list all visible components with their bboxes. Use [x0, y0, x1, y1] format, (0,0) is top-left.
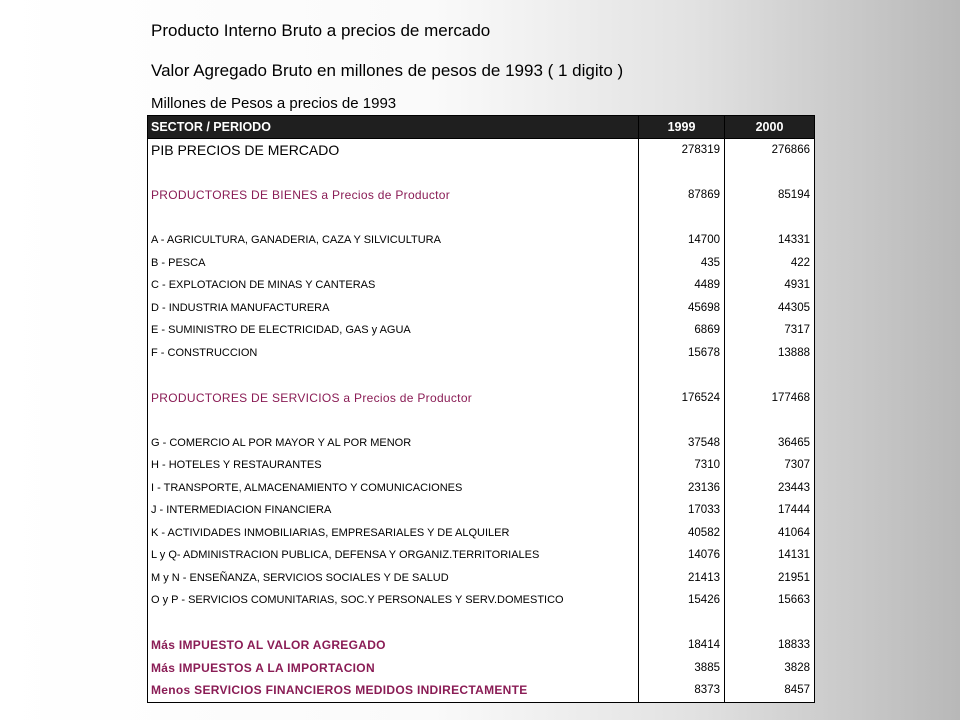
value-2000: 21951 — [778, 571, 810, 584]
table-spacer-row — [148, 364, 814, 387]
table-row — [148, 679, 814, 702]
spacer-cell — [639, 612, 725, 635]
value-1999: 3885 — [639, 657, 725, 680]
value-1999: 23136 — [639, 477, 725, 500]
value-1999: 7310 — [639, 454, 725, 477]
sector-label: M y N - ENSEÑANZA, SERVICIOS SOCIALES Y DE SALUD — [148, 567, 639, 590]
sector-label: I - TRANSPORTE, ALMACENAMIENTO Y COMUNICACIONES — [148, 477, 639, 500]
table-row — [148, 387, 814, 410]
table-row — [148, 229, 814, 252]
spacer-cell — [148, 612, 639, 635]
sector-label: PIB PRECIOS DE MERCADO — [148, 139, 639, 162]
table-row — [148, 297, 814, 320]
value-2000: 7307 — [784, 459, 810, 471]
sector-label: Más IMPUESTO AL VALOR AGREGADO — [148, 634, 639, 657]
value-1999: 40582 — [639, 522, 725, 545]
spacer-cell — [725, 364, 814, 387]
value-2000: 15663 — [778, 594, 810, 606]
table-spacer-row — [148, 207, 814, 230]
table-row — [148, 454, 814, 477]
value-2000: 422 — [790, 256, 810, 269]
value-2000: 14131 — [778, 549, 810, 561]
sector-label: E - SUMINISTRO DE ELECTRICIDAD, GAS y AGUA — [148, 319, 639, 342]
value-2000: 14331 — [778, 234, 810, 246]
table-row — [148, 184, 814, 207]
sector-label: PRODUCTORES DE BIENES a Precios de Productor — [148, 184, 639, 207]
value-2000: 85194 — [778, 189, 810, 201]
table-row — [148, 499, 814, 522]
sector-label: Más IMPUESTOS A LA IMPORTACION — [148, 657, 639, 680]
sector-label: Menos SERVICIOS FINANCIEROS MEDIDOS INDIRECTAMENTE — [148, 679, 639, 702]
page-subtitle: Valor Agregado Bruto en millones de pesos de 1993 ( 1 digito ) — [151, 61, 624, 80]
value-2000: 23443 — [778, 481, 810, 494]
spacer-cell — [639, 162, 725, 185]
value-2000: 18833 — [778, 639, 810, 651]
spacer-cell — [148, 162, 639, 185]
value-2000: 3828 — [784, 661, 810, 674]
table-row — [148, 544, 814, 567]
spacer-cell — [148, 207, 639, 230]
table-row — [148, 522, 814, 545]
sector-label: C - EXPLOTACION DE MINAS Y CANTERAS — [148, 274, 639, 297]
value-1999: 15426 — [639, 589, 725, 612]
value-1999: 21413 — [639, 567, 725, 590]
value-1999: 18414 — [639, 634, 725, 657]
value-1999: 4489 — [639, 274, 725, 297]
value-1999: 278319 — [639, 139, 725, 162]
value-1999: 87869 — [639, 184, 725, 207]
spacer-cell — [148, 364, 639, 387]
sector-label: K - ACTIVIDADES INMOBILIARIAS, EMPRESARIALES Y DE ALQUILER — [148, 522, 639, 545]
table-row — [148, 634, 814, 657]
value-2000: 8457 — [784, 684, 810, 696]
sector-label: L y Q- ADMINISTRACION PUBLICA, DEFENSA Y ORGANIZ.TERRITORIALES — [148, 544, 639, 567]
spacer-cell — [725, 612, 814, 635]
value-1999: 435 — [639, 252, 725, 275]
value-1999: 8373 — [639, 679, 725, 702]
value-1999: 6869 — [639, 319, 725, 342]
value-1999: 37548 — [639, 432, 725, 455]
value-2000: 4931 — [784, 279, 810, 291]
table-row — [148, 567, 814, 590]
spacer-cell — [148, 409, 639, 432]
value-2000: 17444 — [778, 504, 810, 516]
table-row — [148, 432, 814, 455]
value-2000: 276866 — [771, 144, 810, 156]
table-spacer-row — [148, 162, 814, 185]
table-caption: Millones de Pesos a precios de 1993 — [151, 95, 397, 112]
table-row — [148, 589, 814, 612]
sector-label: PRODUCTORES DE SERVICIOS a Precios de Productor — [148, 387, 639, 410]
value-2000: 41064 — [778, 526, 810, 539]
value-1999: 17033 — [639, 499, 725, 522]
sector-label: H - HOTELES Y RESTAURANTES — [148, 454, 639, 477]
sector-label: O y P - SERVICIOS COMUNITARIAS, SOC.Y PERSONALES Y SERV.DOMESTICO — [148, 589, 639, 612]
table-row — [148, 252, 814, 275]
table-row — [148, 477, 814, 500]
value-2000: 13888 — [778, 346, 810, 359]
sector-label: A - AGRICULTURA, GANADERIA, CAZA Y SILVICULTURA — [148, 229, 639, 252]
sector-label: D - INDUSTRIA MANUFACTURERA — [148, 297, 639, 320]
value-2000: 177468 — [771, 391, 810, 404]
sector-label: G - COMERCIO AL POR MAYOR Y AL POR MENOR — [148, 432, 639, 455]
value-2000: 44305 — [778, 301, 810, 314]
value-1999: 176524 — [639, 387, 725, 410]
spacer-cell — [639, 409, 725, 432]
table-row — [148, 319, 814, 342]
value-1999: 45698 — [639, 297, 725, 320]
spacer-cell — [639, 207, 725, 230]
header-sector: SECTOR / PERIODO — [148, 116, 639, 138]
value-2000: 7317 — [784, 324, 810, 336]
gdp-table — [147, 115, 815, 703]
header-2000: 2000 — [755, 120, 784, 134]
value-1999: 15678 — [639, 342, 725, 365]
value-2000: 36465 — [778, 436, 810, 449]
table-row — [148, 274, 814, 297]
table-spacer-row — [148, 409, 814, 432]
sector-label: J - INTERMEDIACION FINANCIERA — [148, 499, 639, 522]
table-body — [148, 139, 814, 702]
header-1999: 1999 — [639, 116, 725, 138]
value-1999: 14076 — [639, 544, 725, 567]
table-row — [148, 342, 814, 365]
sector-label: F - CONSTRUCCION — [148, 342, 639, 365]
table-row — [148, 657, 814, 680]
spacer-cell — [639, 364, 725, 387]
page-title: Producto Interno Bruto a precios de mercado — [151, 21, 491, 40]
table-row — [148, 139, 814, 162]
spacer-cell — [725, 207, 814, 230]
table-header-row — [148, 116, 814, 139]
sector-label: B - PESCA — [148, 252, 639, 275]
value-1999: 14700 — [639, 229, 725, 252]
spacer-cell — [725, 162, 814, 185]
table-spacer-row — [148, 612, 814, 635]
spacer-cell — [725, 409, 814, 432]
